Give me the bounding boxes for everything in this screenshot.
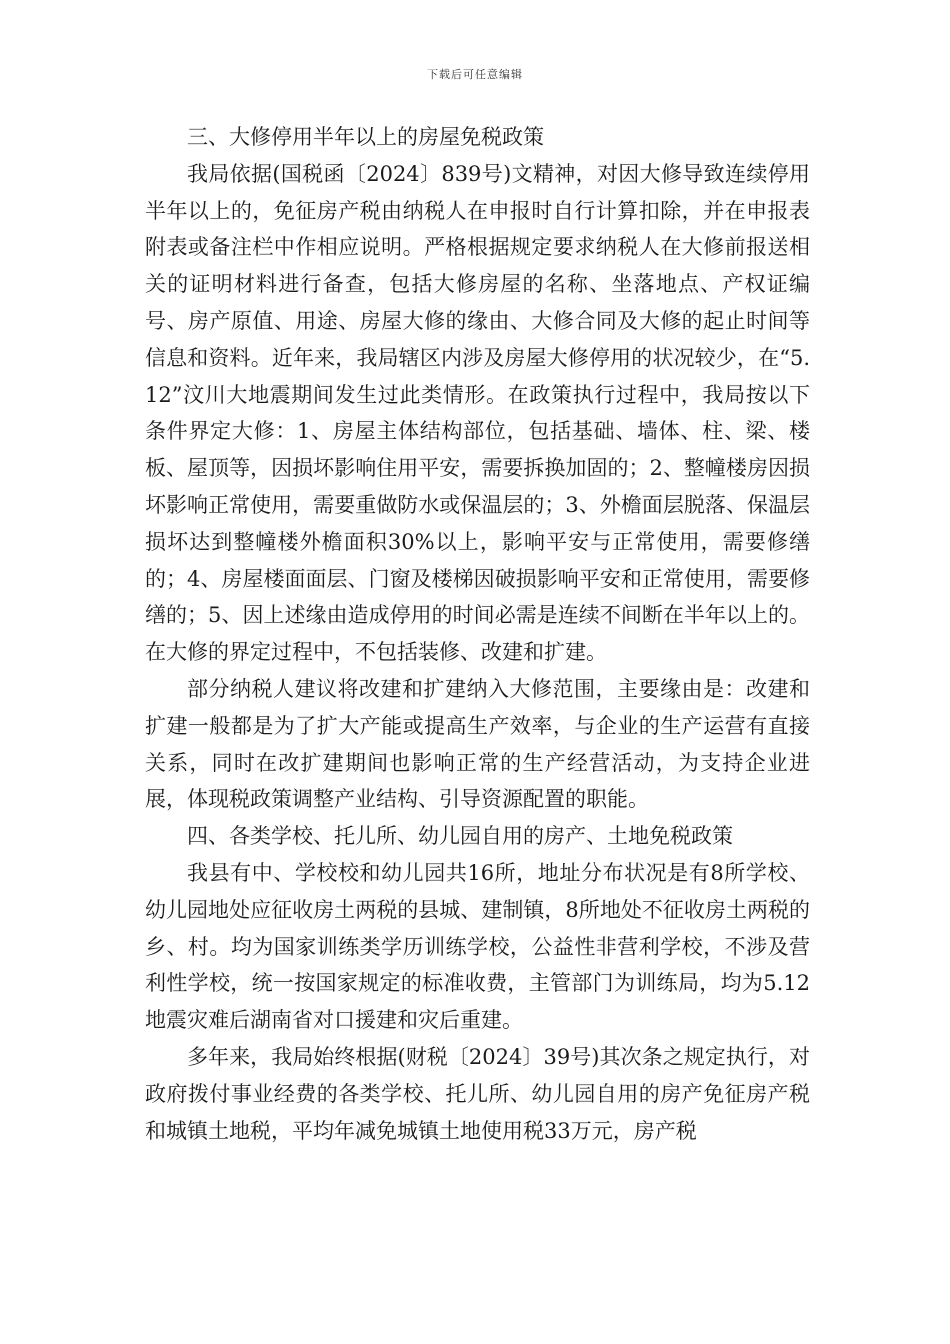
body-paragraph: 部分纳税人建议将改建和扩建纳入大修范围，主要缘由是：改建和扩建一般都是为了扩大产能或提高生产效率，与企业的生产运营有直接关系，同时在改扩建期间也影响正常的生产经营活动，为支持企业进展，体现税政策调整产业结构、引导资源配置的职能。 bbox=[145, 676, 810, 812]
body-paragraph: 我县有中、学校校和幼儿园共16所，地址分布状况是有8所学校、幼儿园地处应征收房土两税的县城、建制镇，8所地处不征收房土两税的乡、村。均为国家训练类学历训练学校，公益性非营利学校，不涉及营利性学校，统一按国家规定的标准收费，主管部门为训练局，均为5.12地震灾难后湖南省对口援建和灾后重建。 bbox=[145, 860, 810, 1033]
body-paragraph: 我局依据(国税函〔2024〕839号)文精神，对因大修导致连续停用半年以上的，免征房产税由纳税人在申报时自行计算扣除，并在申报表附表或备注栏中作相应说明。严格根据规定要求纳税人在大修前报送相关的证明材料进行备查，包括大修房屋的名称、坐落地点、产权证编号、房产原值、用途、房屋大修的缘由、大修合同及大修的起止时间等信息和资料。近年来，我局辖区内涉及房屋大修停用的状况较少，在“5.12”汶川大地震期间发生过此类情形。在政策执行过程中，我局按以下条件界定大修：1、房屋主体结构部位，包括基础、墙体、柱、梁、楼板、屋顶等，因损坏影响住用平安，需要拆换加固的；2、整幢楼房因损坏影响正常使用，需要重做防水或保温层的；3、外檐面层脱落、保温层损坏达到整幢楼外檐面积30%以上，影响平安与正常使用，需要修缮的；4、房屋楼面面层、门窗及楼梯因破损影响平安和正常使用，需要修缮的；5、因上述缘由造成停用的时间必需是连续不间断在半年以上的。在大修的界定过程中，不包括装修、改建和扩建。 bbox=[145, 161, 810, 665]
document-body bbox=[145, 119, 810, 1149]
section-heading-4: 四、各类学校、托儿所、幼儿园自用的房产、土地免税政策 bbox=[187, 824, 733, 849]
body-paragraph: 多年来，我局始终根据(财税〔2024〕39号)其次条之规定执行，对政府拨付事业经费的各类学校、托儿所、幼儿园自用的房产免征房产税和城镇土地税，平均年减免城镇土地使用税33万元，房产税 bbox=[145, 1044, 810, 1143]
page-header: 下载后可任意编辑 bbox=[427, 68, 523, 81]
section-heading-3: 三、大修停用半年以上的房屋免税政策 bbox=[187, 125, 544, 149]
